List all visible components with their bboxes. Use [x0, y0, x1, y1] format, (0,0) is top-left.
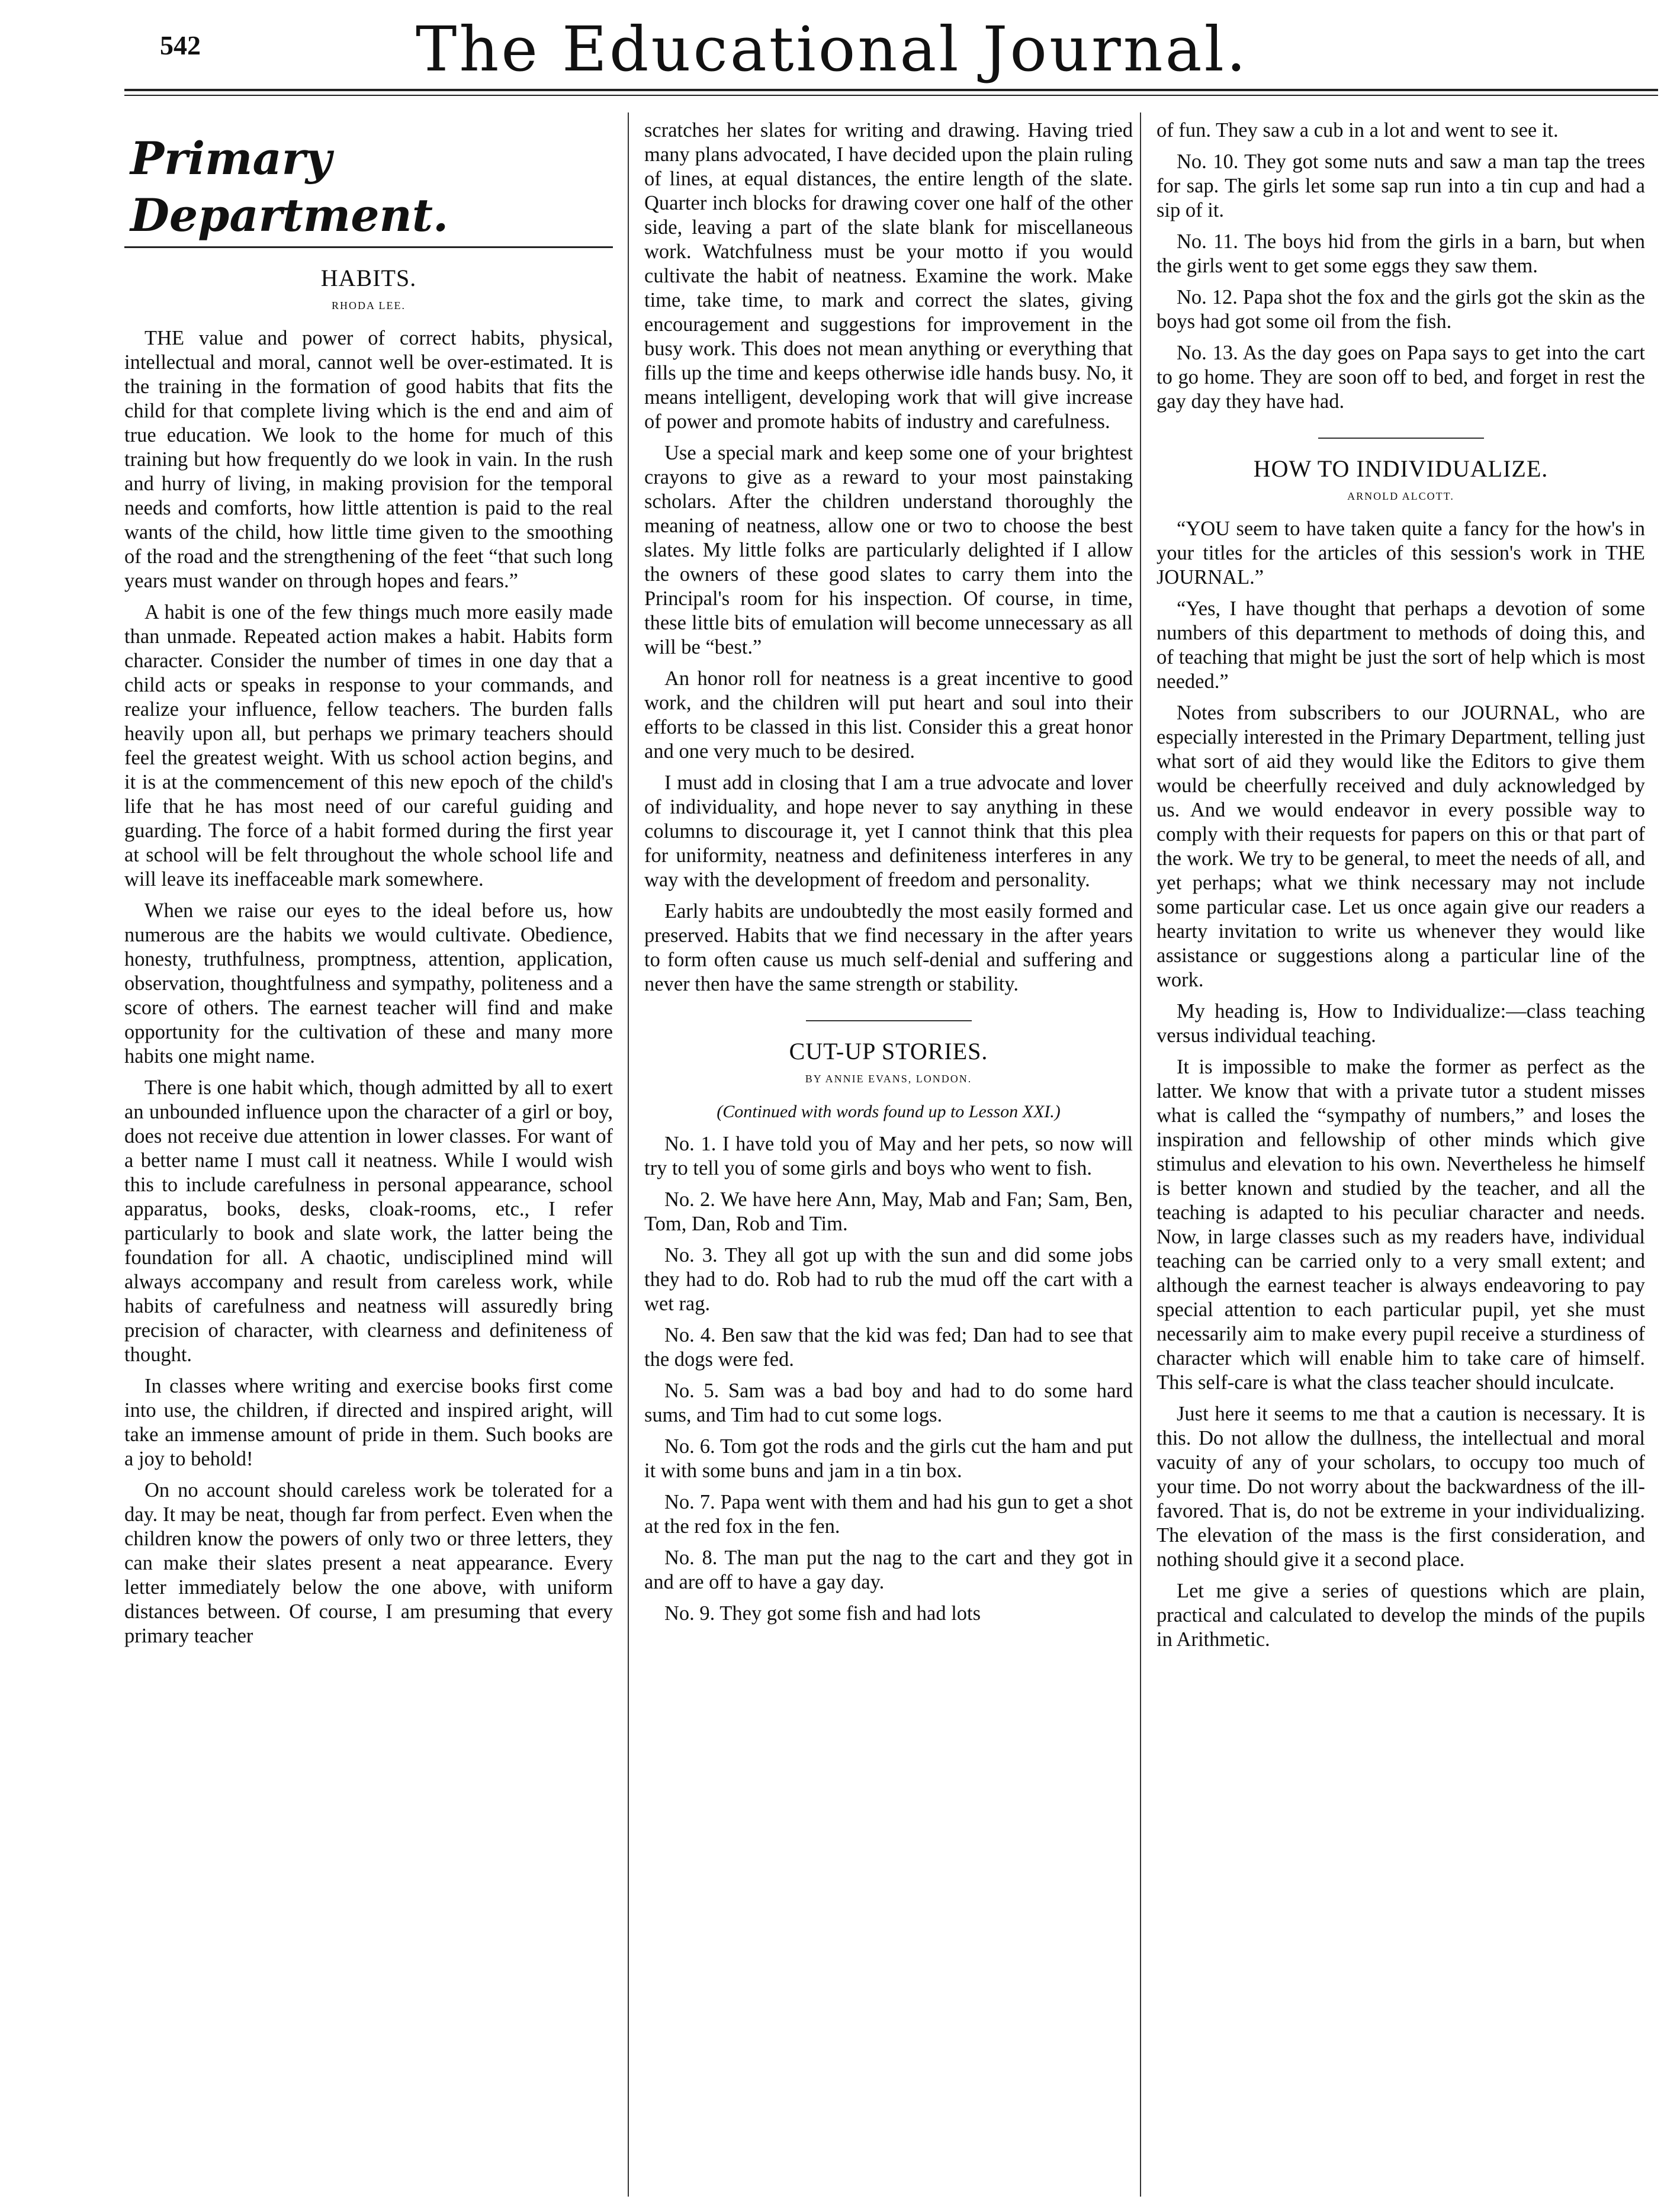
paragraph: I must add in closing that I am a true advocate and lover of individuality, and hope never to say anything in these columns to discourage it, yet I cannot think that this plea for uniformity, neatness and definiteness interferes in any way with the development of freedom and personality.	[644, 771, 1133, 891]
masthead	[0, 0, 1664, 89]
masthead-rule-thick	[124, 89, 1658, 91]
article-title-cut-up-stories: CUT-UP STORIES.	[789, 1038, 988, 1065]
masthead-rule-thin	[124, 95, 1658, 96]
paragraph: Notes from subscribers to our JOURNAL, who are especially interested in the Primary Department, telling just what sort of aid they would like the Editors to give them would be cheerfully received and duly acknowledged by us. And we would endeavor in every possible way to comply with their requests for papers on this or that part of the work. We try to be general, to meet the needs of all, and yet perhaps; what we think necessary may not include some particular case. Let us once again give our readers a hearty invitation to write us whenever they would like assistance or suggestions along a particular line of the work.	[1157, 702, 1645, 991]
section-separator	[806, 1020, 972, 1021]
article-author-cut-up-stories: BY ANNIE EVANS, LONDON.	[805, 1073, 972, 1085]
column-1	[124, 118, 613, 2203]
story-item: No. 10. They got some nuts and saw a man tap the trees for sap. The girls let some sap run into a tin cup and had a sip of it.	[1157, 150, 1645, 221]
paragraph: On no account should careless work be tolerated for a day. It may be neat, though far from perfect. Even when the children know the powers of only two or three letters, they can make their slates present a neat appearance. Every letter immediately below the one above, with uniform distances between. Of course, I am presuming that every primary teacher	[124, 1479, 613, 1647]
story-item: No. 5. Sam was a bad boy and had to do some hard sums, and Tim had to cut some logs.	[644, 1380, 1133, 1426]
paragraph: Just here it seems to me that a caution is necessary. It is this. Do not allow the dullness, the intellectual and moral vacuity of any of your scholars, to occupy too much of your time. Do not worry about the backwardness of the ill-favored. That is, do not be extreme in your individualizing. The elevation of the mass is the first consideration, and nothing should give it a second place.	[1157, 1403, 1645, 1571]
journal-title: The Educational Journal.	[416, 13, 1248, 85]
paragraph: There is one habit which, though admitted by all to exert an unbounded influence upon the character of a girl or boy, does not receive due attention in lower classes. For want of a better name I must call it neatness. While I would wish this to include carefulness in personal appearance, school apparatus, books, desks, cloak-rooms, etc., I refer particularly to book and slate work, the latter being the foundation for all. A chaotic, undisciplined mind will always accompany and result from careless work, while habits of carefulness and neatness will assuredly bring precision of character, with clearness and definiteness of thought.	[124, 1076, 613, 1366]
paragraph: A habit is one of the few things much more easily made than unmade. Repeated action makes a habit. Habits form character. Consider the number of times in one day that a child acts or speaks in response to your commands, and realize your influence, fellow teachers. The burden falls heavily upon all, but perhaps we primary teachers should feel the greatest weight. With us school action begins, and it is at the commencement of this new epoch of the child's life that he has most need of our careful guiding and guarding. The force of a habit formed during the first year at school will be felt throughout the whole school life and will leave its ineffaceable mark somewhere.	[124, 601, 613, 890]
story-item: No. 6. Tom got the rods and the girls cut the ham and put it with some buns and jam in a tin box.	[644, 1435, 1133, 1482]
article-subtitle: (Continued with words found up to Lesson XXI.)	[717, 1102, 1061, 1121]
paragraph: An honor roll for neatness is a great incentive to good work, and the children will put heart and soul into their efforts to be classed in this list. Consider this a great honor and one very much to be desired.	[644, 667, 1133, 763]
paragraph: Early habits are undoubtedly the most easily formed and preserved. Habits that we find necessary in the after years to form often cause us much self-denial and suffering and never then have the same strength or stability.	[644, 900, 1133, 995]
paragraph: THE value and power of correct habits, physical, intellectual and moral, cannot well be over-estimated. It is the training in the formation of good habits that fits the child for that complete living which is the end and aim of true education. We look to the home for much of this training but how frequently do we look in vain. In the rush and hurry of living, in making provision for the temporal needs and comforts, how little attention is paid to the real wants of the child, how little time given to the smoothing of the road and the strengthening of the feet “that such long years must wander on through hopes and fears.”	[124, 327, 613, 592]
column-divider	[1140, 112, 1141, 2197]
paragraph: Let me give a series of questions which are plain, practical and calculated to develop the minds of the pupils in Arithmetic.	[1157, 1580, 1645, 1651]
article-author-habits: RHODA LEE.	[332, 300, 406, 311]
story-item: No. 2. We have here Ann, May, Mab and Fan; Sam, Ben, Tom, Dan, Rob and Tim.	[644, 1188, 1133, 1235]
paragraph: Use a special mark and keep some one of your brightest crayons to give as a reward to your most painstaking scholars. After the children understand thoroughly the meaning of neatness, allow one or two to choose the best slates. My little folks are particularly delighted if I allow the owners of these good slates to carry them into the Principal's room for his inspection. Of course, in time, these little bits of emulation will become unnecessary as all will be “best.”	[644, 442, 1133, 658]
story-item: No. 13. As the day goes on Papa says to get into the cart to go home. They are soon off to bed, and forget in rest the gay day they have had.	[1157, 342, 1645, 413]
article-title-how-to-individualize: HOW TO INDIVIDUALIZE.	[1253, 455, 1549, 482]
story-item: No. 11. The boys hid from the girls in a barn, but when the girls went to get some eggs they saw them.	[1157, 230, 1645, 277]
article-author-how-to-individualize: ARNOLD ALCOTT.	[1347, 490, 1454, 502]
story-item: No. 12. Papa shot the fox and the girls got the skin as the boys had got some oil from the fish.	[1157, 286, 1645, 333]
paragraph: My heading is, How to Individualize:—class teaching versus individual teaching.	[1157, 1000, 1645, 1047]
department-title: Primary Department.	[130, 132, 449, 242]
column-2	[644, 118, 1133, 2203]
paragraph: scratches her slates for writing and drawing. Having tried many plans advocated, I have decided upon the plain ruling of lines, at equal distances, the entire length of the slate. Quarter inch blocks for drawing cover one half of the other side, leaving a part of the slate blank for miscellaneous work. Watchfulness must be your motto if you would cultivate the habit of neatness. Examine the work. Make time, take time, to mark and correct the slates, giving encouragement and suggestions for improvement in the busy work. This does not mean anything or everything that fills up the time and keeps otherwise idle hands busy. No, it means intelligent, developing work that will give increase of power and promote habits of industry and carefulness.	[644, 119, 1133, 433]
paragraph: “YOU seem to have taken quite a fancy for the how's in your titles for the articles of this session's work in THE JOURNAL.”	[1157, 517, 1645, 589]
story-item: No. 3. They all got up with the sun and did some jobs they had to do. Rob had to rub the mud off the cart with a wet rag.	[644, 1244, 1133, 1315]
story-item: No. 1. I have told you of May and her pets, so now will try to tell you of some girls and boys who went to fish.	[644, 1133, 1133, 1179]
story-item: No. 4. Ben saw that the kid was fed; Dan had to see that the dogs were fed.	[644, 1324, 1133, 1371]
article-title-habits: HABITS.	[320, 265, 417, 291]
story-item: No. 7. Papa went with them and had his gun to get a shot at the red fox in the fen.	[644, 1491, 1133, 1538]
section-separator	[1318, 438, 1484, 439]
column-divider	[628, 112, 629, 2197]
story-item: of fun. They saw a cub in a lot and went to see it.	[1157, 119, 1559, 142]
page-number: 542	[160, 30, 201, 60]
paragraph: “Yes, I have thought that perhaps a devotion of some numbers of this department to methods of doing this, and of teaching that might be just the sort of help which is most needed.”	[1157, 597, 1645, 693]
department-rule	[124, 246, 613, 248]
paragraph: When we raise our eyes to the ideal before us, how numerous are the habits we would cultivate. Obedience, honesty, truthfulness, promptness, attention, application, observation, thoughtfulness and sympathy, politeness and a score of others. The earnest teacher will find and make opportunity for the cultivation of these and many more habits one might name.	[124, 899, 613, 1068]
paragraph: In classes where writing and exercise books first come into use, the children, if directed and inspired aright, will take an immense amount of pride in them. Such books are a joy to behold!	[124, 1375, 613, 1470]
story-item: No. 9. They got some fish and had lots	[664, 1602, 981, 1625]
story-item: No. 8. The man put the nag to the cart and they got in and are off to have a gay day.	[644, 1547, 1133, 1593]
paragraph: It is impossible to make the former as perfect as the latter. We know that with a private tutor a student misses what is called the “sympathy of numbers,” and loses the inspiration and fellowship of other minds which give stimulus and elevation to his own. Nevertheless he himself is better known and studied by the teacher, and all the teaching is adapted to his peculiar character and needs. Now, in large classes such as my readers have, individual teaching can be carried only to a very small extent; and although the earnest teacher is always endeavoring to pay special attention to each particular pupil, yet she must necessarily aim to make every pupil receive a sturdiness of character which will enable him to take care of himself. This self-care is what the class teacher should inculcate.	[1157, 1056, 1645, 1394]
column-3	[1157, 118, 1645, 2203]
